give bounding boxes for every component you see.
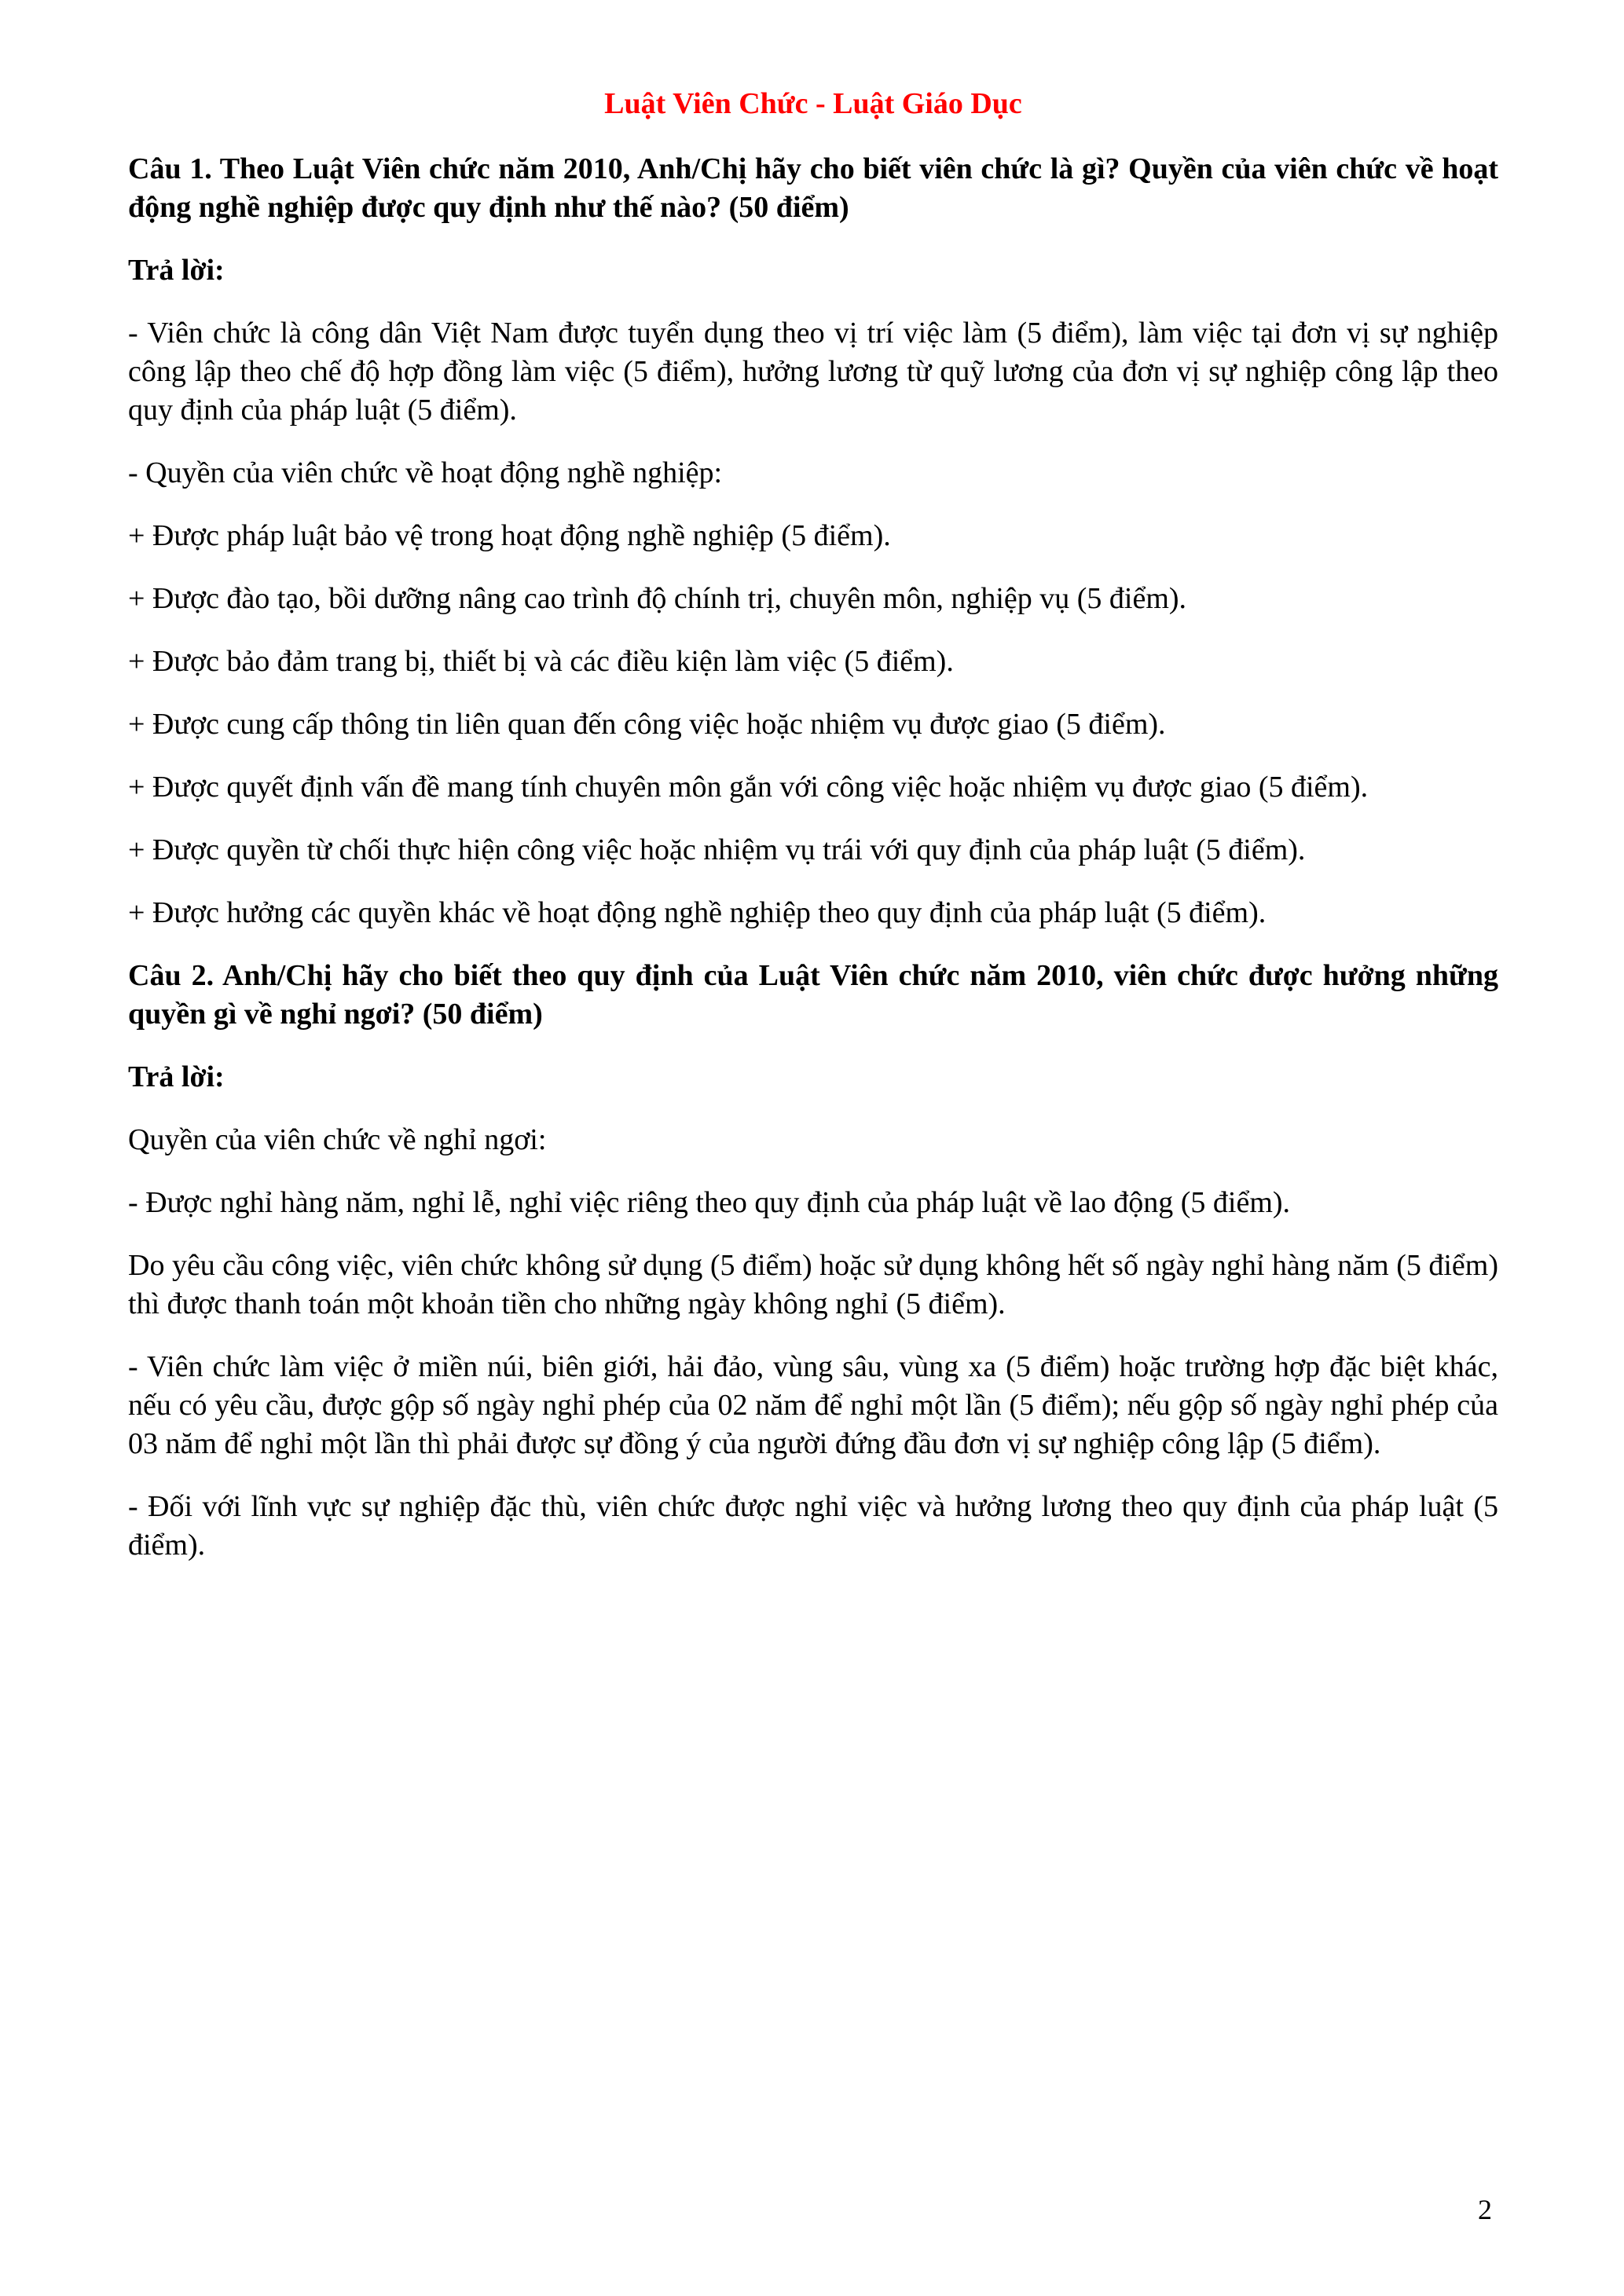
paragraph: Câu 2. Anh/Chị hãy cho biết theo quy định của Luật Viên chức năm 2010, viên chức được hưởng những quyền gì về nghỉ ngơi? (50 điểm) [128,959,1498,1031]
paragraph: + Được đào tạo, bồi dưỡng nâng cao trình độ chính trị, chuyên môn, nghiệp vụ (5 điểm). [128,582,1187,615]
paragraph: + Được quyết định vấn đề mang tính chuyên môn gắn với công việc hoặc nhiệm vụ được giao (5 điểm). [128,771,1369,804]
document-title: Luật Viên Chức - Luật Giáo Dục [604,87,1022,120]
page-number: 2 [1478,2194,1492,2225]
paragraph: + Được hưởng các quyền khác về hoạt động nghề nghiệp theo quy định của pháp luật (5 điểm). [128,896,1267,929]
paragraph: - Viên chức làm việc ở miền núi, biên giới, hải đảo, vùng sâu, vùng xa (5 điểm) hoặc trường hợp đặc biệt khác, nếu có yêu cầu, được gộp số ngày nghỉ phép của 02 năm để nghỉ một lần (5 điểm); nếu gộp số ngày nghỉ phép của 03 năm để nghỉ một lần thì phải được sự đồng ý của người đứng đầu đơn vị sự nghiệp công lập (5 điểm). [128,1350,1498,1460]
paragraph: + Được quyền từ chối thực hiện công việc hoặc nhiệm vụ trái với quy định của pháp luật (5 điểm). [128,833,1306,866]
paragraph: + Được bảo đảm trang bị, thiết bị và các điều kiện làm việc (5 điểm). [128,645,954,678]
paragraph: Trả lời: [128,1060,225,1093]
paragraph: + Được pháp luật bảo vệ trong hoạt động nghề nghiệp (5 điểm). [128,519,891,552]
paragraph: - Quyền của viên chức về hoạt động nghề nghiệp: [128,456,723,489]
paragraph: + Được cung cấp thông tin liên quan đến công việc hoặc nhiệm vụ được giao (5 điểm). [128,708,1166,741]
paragraph: Câu 1. Theo Luật Viên chức năm 2010, Anh/Chị hãy cho biết viên chức là gì? Quyền của viên chức về hoạt động nghề nghiệp được quy định như thế nào? (50 điểm) [128,152,1498,224]
paragraph: Quyền của viên chức về nghỉ ngơi: [128,1123,547,1156]
paragraph: Do yêu cầu công việc, viên chức không sử dụng (5 điểm) hoặc sử dụng không hết số ngày nghỉ hàng năm (5 điểm) thì được thanh toán một khoản tiền cho những ngày không nghỉ (5 điểm). [128,1249,1498,1320]
paragraph: - Viên chức là công dân Việt Nam được tuyển dụng theo vị trí việc làm (5 điểm), làm việc tại đơn vị sự nghiệp công lập theo chế độ hợp đồng làm việc (5 điểm), hưởng lương từ quỹ lương của đơn vị sự nghiệp công lập theo quy định của pháp luật (5 điểm). [128,317,1498,427]
paragraph: - Đối với lĩnh vực sự nghiệp đặc thù, viên chức được nghỉ việc và hưởng lương theo quy định của pháp luật (5 điểm). [128,1490,1498,1562]
paragraph: Trả lời: [128,254,225,287]
paragraph: - Được nghỉ hàng năm, nghỉ lễ, nghỉ việc riêng theo quy định của pháp luật về lao động (5 điểm). [128,1186,1291,1219]
document-body [128,150,1498,1565]
